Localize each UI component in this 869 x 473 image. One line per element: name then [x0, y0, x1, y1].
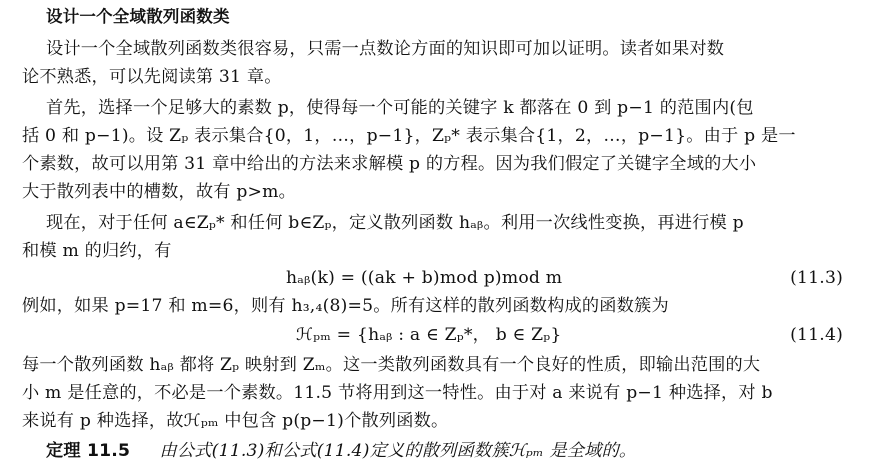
paragraph-2-line-1: 首先，选择一个足够大的素数 p，使得每一个可能的关键字 k 都落在 0 到 p−1 的范围内(包: [46, 98, 754, 118]
equation-11-4: ℋₚₘ = {hₐᵦ : a ∈ Zₚ*， b ∈ Zₚ}: [296, 325, 562, 345]
paragraph-5-line-3: 来说有 p 种选择，故ℋₚₘ 中包含 p(p−1)个散列函数。: [22, 411, 449, 431]
paragraph-4: 例如，如果 p=17 和 m=6，则有 h₃,₄(8)=5。所有这样的散列函数构成的函数簇为: [22, 296, 669, 316]
equation-number-11-4: (11.4): [790, 325, 843, 345]
paragraph-5-line-2: 小 m 是任意的，不必是一个素数。11.5 节将用到这一特性。由于对 a 来说有 p−1 种选择，对 b: [22, 383, 773, 403]
paragraph-2-line-3: 个素数，故可以用第 31 章中给出的方法来求解模 p 的方程。因为我们假定了关键字全域的大小: [22, 154, 757, 174]
paragraph-1-line-2: 论不熟悉，可以先阅读第 31 章。: [22, 67, 282, 87]
section-heading: 设计一个全域散列函数类: [46, 7, 230, 26]
paragraph-2-line-2: 括 0 和 p−1)。设 Zₚ 表示集合{0，1，…，p−1}，Zₚ* 表示集合{1，2，…，p−1}。由于 p 是一: [22, 126, 796, 146]
paragraph-3-line-1: 现在，对于任何 a∈Zₚ* 和任何 b∈Zₚ，定义散列函数 hₐᵦ。利用一次线性变换，再进行模 p: [46, 213, 744, 233]
equation-number-11-3: (11.3): [790, 268, 843, 288]
paragraph-3-line-2: 和模 m 的归约，有: [22, 241, 172, 261]
paragraph-1-line-1: 设计一个全域散列函数类很容易，只需一点数论方面的知识即可加以证明。读者如果对数: [46, 39, 725, 59]
theorem-body: 由公式(11.3)和公式(11.4)定义的散列函数簇ℋₚₘ 是全域的。: [159, 441, 637, 461]
theorem-label: 定理 11.5: [46, 441, 131, 461]
paragraph-5-line-1: 每一个散列函数 hₐᵦ 都将 Zₚ 映射到 Zₘ。这一类散列函数具有一个良好的性质，即输出范围的大: [22, 355, 761, 375]
equation-11-3: hₐᵦ(k) = ((ak + b)mod p)mod m: [286, 268, 563, 288]
theorem-11-5: [46, 440, 636, 462]
paragraph-2-line-4: 大于散列表中的槽数，故有 p>m。: [22, 182, 297, 202]
